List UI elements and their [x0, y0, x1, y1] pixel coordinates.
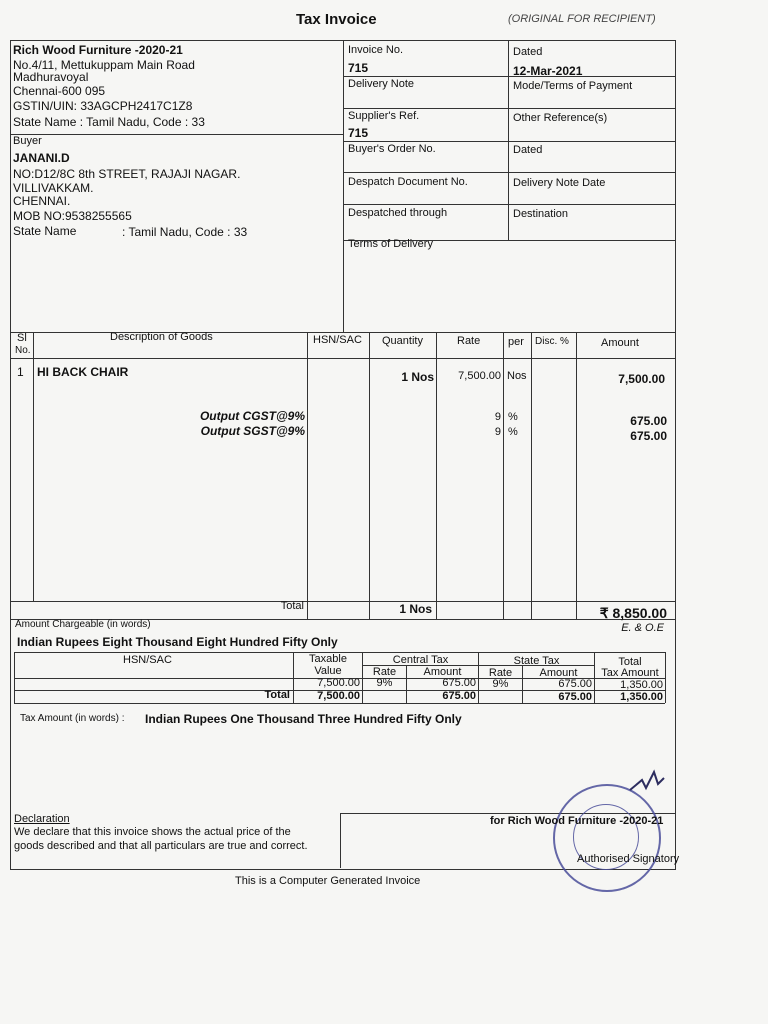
- col-sl-header-2: No.: [15, 345, 31, 356]
- buyer-mobile: MOB NO:9538255565: [13, 209, 132, 223]
- tax-row-c-rate: 9%: [376, 677, 393, 689]
- col-amount-header: Amount: [601, 337, 639, 349]
- items-total-quantity: 1 Nos: [399, 602, 432, 616]
- tax-total-s-amount: 675.00: [558, 691, 592, 703]
- invoice-no-value: 715: [348, 61, 369, 75]
- dated-2-label: Dated: [513, 144, 543, 156]
- seller-address-3: Chennai-600 095: [13, 84, 106, 98]
- buyer-address-3: CHENNAI.: [13, 194, 71, 208]
- declaration-line-1: We declare that this invoice shows the actual price of the: [14, 826, 291, 838]
- buyers-order-label: Buyer's Order No.: [348, 143, 436, 155]
- sgst-label: Output SGST@9%: [200, 424, 305, 438]
- tax-central-amount-header: Amount: [423, 666, 462, 678]
- col-description-header: Description of Goods: [110, 331, 213, 343]
- tax-words-label: Tax Amount (in words) :: [20, 713, 125, 724]
- tax-total-header: Total: [618, 656, 642, 668]
- eoe-label: E. & O.E: [621, 622, 664, 634]
- tax-central-rate-header: Rate: [372, 666, 397, 678]
- buyer-name: JANANI.D: [13, 151, 70, 165]
- dated-value: 12-Mar-2021: [513, 64, 583, 78]
- cgst-label: Output CGST@9%: [199, 409, 305, 423]
- tax-hsn-header: HSN/SAC: [123, 654, 172, 666]
- item-quantity: 1 Nos: [401, 370, 434, 384]
- tax-words-value: Indian Rupees One Thousand Three Hundred Fifty Only: [145, 712, 462, 726]
- tax-total-total: 1,350.00: [620, 691, 663, 703]
- col-rate-header: Rate: [457, 335, 481, 347]
- col-per-header: per: [508, 336, 524, 348]
- item-sl: 1: [17, 365, 24, 379]
- tax-total-c-amount: 675.00: [442, 690, 476, 702]
- tax-row-c-amount: 675.00: [442, 677, 476, 689]
- item-description: HI BACK CHAIR: [37, 365, 129, 379]
- item-amount: 7,500.00: [618, 372, 665, 386]
- seller-name: Rich Wood Furniture -2020-21: [13, 43, 183, 57]
- company-stamp: [553, 784, 661, 892]
- tax-state-rate-header: Rate: [488, 667, 513, 679]
- for-company-label: for Rich Wood Furniture -2020-21: [490, 815, 664, 827]
- mode-terms-label: Mode/Terms of Payment: [513, 80, 633, 92]
- tax-row-total: 1,350.00: [620, 679, 663, 691]
- signature-mark: [628, 768, 668, 800]
- items-total-amount: ₹ 8,850.00: [599, 605, 667, 621]
- despatched-through-label: Despatched through: [348, 207, 448, 219]
- buyer-state-label: State Name: [13, 224, 77, 238]
- tax-row-s-amount: 675.00: [558, 678, 592, 690]
- buyer-address-1: NO:D12/8C 8th STREET, RAJAJI NAGAR.: [13, 167, 241, 181]
- tax-value-header: Value: [314, 665, 342, 677]
- col-hsn-header: HSN/SAC: [313, 334, 362, 346]
- tax-state-amount-header: Amount: [539, 667, 578, 679]
- seller-state: State Name : Tamil Nadu, Code : 33: [13, 115, 205, 129]
- tax-total-amount-header: Tax Amount: [601, 667, 659, 679]
- item-per: Nos: [507, 370, 527, 382]
- seller-address-2: Madhuravoyal: [13, 70, 89, 84]
- despatch-doc-label: Despatch Document No.: [348, 176, 468, 188]
- tax-total-label: Total: [264, 689, 290, 701]
- col-disc-header: Disc. %: [535, 336, 569, 347]
- tax-central-header: Central Tax: [392, 654, 449, 666]
- tax-state-header: State Tax: [513, 655, 560, 667]
- items-total-label: Total: [280, 600, 304, 612]
- seller-address-1: No.4/11, Mettukuppam Main Road: [13, 58, 195, 72]
- col-quantity-header: Quantity: [382, 335, 423, 347]
- cgst-amount: 675.00: [630, 414, 667, 428]
- delivery-note-label: Delivery Note: [348, 78, 415, 90]
- tax-row-taxable: 7,500.00: [317, 677, 360, 689]
- invoice-title: Tax Invoice: [296, 11, 377, 28]
- delivery-note-date-label: Delivery Note Date: [513, 177, 606, 189]
- tax-taxable-header: Taxable: [309, 653, 347, 665]
- sgst-per: %: [508, 426, 518, 438]
- amount-words-label: Amount Chargeable (in words): [15, 619, 151, 630]
- suppliers-ref-value: 715: [348, 126, 369, 140]
- terms-delivery-label: Terms of Delivery: [348, 238, 433, 250]
- suppliers-ref-label: Supplier's Ref.: [348, 110, 420, 122]
- dated-label: Dated: [513, 46, 543, 58]
- tax-row-s-rate: 9%: [492, 678, 509, 690]
- tax-total-taxable: 7,500.00: [317, 690, 360, 702]
- sgst-amount: 675.00: [630, 429, 667, 443]
- copy-label: (ORIGINAL FOR RECIPIENT): [508, 13, 656, 25]
- amount-words-value: Indian Rupees Eight Thousand Eight Hundred Fifty Only: [17, 635, 338, 649]
- declaration-line-2: goods described and that all particulars are true and correct.: [14, 840, 308, 852]
- computer-generated-note: This is a Computer Generated Invoice: [235, 875, 421, 887]
- authorised-signatory: Authorised Signatory: [577, 853, 680, 865]
- seller-gstin: GSTIN/UIN: 33AGCPH2417C1Z8: [13, 99, 193, 113]
- invoice-no-label: Invoice No.: [348, 44, 404, 56]
- destination-label: Destination: [513, 208, 569, 220]
- cgst-rate: 9: [494, 411, 501, 423]
- declaration-title: Declaration: [14, 813, 70, 825]
- sgst-rate: 9: [494, 426, 501, 438]
- item-rate: 7,500.00: [458, 370, 501, 382]
- col-sl-header: Sl: [17, 332, 27, 344]
- buyer-address-2: VILLIVAKKAM.: [13, 181, 94, 195]
- other-reference-label: Other Reference(s): [513, 112, 608, 124]
- cgst-per: %: [508, 411, 518, 423]
- buyer-state-value: : Tamil Nadu, Code : 33: [122, 225, 248, 239]
- buyer-label: Buyer: [13, 135, 42, 147]
